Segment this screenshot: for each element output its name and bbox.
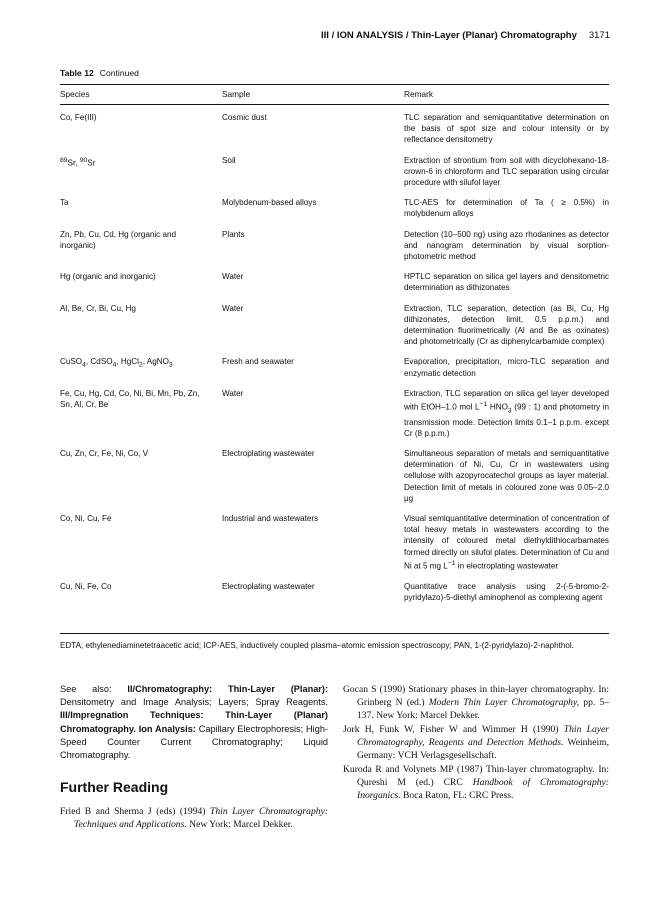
reference-title: Thin Layer Chromatography: Techniques and Applications. xyxy=(74,806,328,831)
cell-species: Hg (organic and inorganic) xyxy=(60,272,156,282)
cell-species: Fe, Cu, Hg, Cd, Co, Ni, Bi, Mn, Pb, Zn, Sn, Al, Cr, Be xyxy=(60,388,200,410)
reference-authors: Kuroda R and Volynets MP (1987) Thin-layer chromatography. In: Qureshi M (ed.) CRC xyxy=(343,764,609,788)
cell-species: Cu, Zn, Cr, Fe, Ni, Co, V xyxy=(60,449,149,459)
running-header xyxy=(321,30,610,41)
cell-remark: TLC separation and semiquantitative determination on the basis of spot size and colour intensity or by reflectance densitometry xyxy=(404,113,609,145)
table-row xyxy=(60,448,609,504)
column-header-remark: Remark xyxy=(404,89,434,99)
table-caption xyxy=(60,68,139,78)
reference-item xyxy=(343,723,609,762)
see-also-text-1: Densitometry and Image Analysis; Layers; Spray Reagents. xyxy=(60,697,328,708)
cell-sample: Electroplating wastewater xyxy=(222,581,315,591)
cell-species: CuSO$_4$, CdSO$_4$, HgCl$_2$, AgNO$_3$ xyxy=(60,357,173,370)
left-column xyxy=(60,683,328,832)
reference-publisher: pp. 5–137. New York: Marcel Dekker. xyxy=(357,697,610,721)
reference-publisher: Boca Raton, FL: CRC Press. xyxy=(403,790,514,801)
reference-list-right xyxy=(343,683,609,802)
see-also-block xyxy=(60,683,328,762)
reference-publisher: Weinheim, Germany: VCH Verlagsgesellschaft. xyxy=(357,737,609,761)
column-header-species: Species xyxy=(60,89,90,99)
reference-list-left xyxy=(60,805,328,831)
cell-sample: Plants xyxy=(222,229,245,239)
cell-species: Al, Be, Cr, Bi, Cu, Hg xyxy=(60,303,136,313)
table-row xyxy=(60,155,609,189)
table-row xyxy=(60,581,609,603)
cell-species: Cu, Ni, Fe, Co xyxy=(60,581,112,591)
cell-remark: Visual semiquantitative determination of concentration of total heavy metals in wastewaters according to the intensity of coloured metal diethyldithiocarbamates formed directly on silufol plates. Determination of Cu and Ni at 5 mg $L^{-1}$ in electroplating wastewater xyxy=(404,514,609,571)
see-also-lead: See also: xyxy=(60,684,112,694)
see-also-link-impregnation[interactable]: III/Impregnation Techniques: Thin-Layer (Planar) Chromatography. Ion Analysis: xyxy=(60,710,328,734)
column-header-sample: Sample xyxy=(222,89,251,99)
cell-species: Zn, Pb, Cu, Cd, Hg (organic and inorganic) xyxy=(60,229,177,250)
cell-remark: Evaporation, precipitation, micro-TLC separation and enzymatic detection xyxy=(404,357,609,378)
table-row xyxy=(60,388,609,439)
cell-remark: Simultaneous separation of metals and semiquantitative determination of Ni, Cu, Cr in wastewaters using cellulose with azopyrocatechol groups as layer material. Detection limit of metals in coloured zone was 0.05–2.0 μg xyxy=(404,449,609,503)
see-also-text-2: Capillary Electrophoresis; High-Speed Counter Current Chromatography; Liquid Chromatography. xyxy=(60,723,328,761)
cell-species: $^{89}$Sr, $^{90}$Sr xyxy=(60,156,96,168)
cell-species: Co, Fe(III) xyxy=(60,113,97,122)
cell-species: Ta xyxy=(60,198,69,208)
cell-remark: Quantitative trace analysis using 2-(-5-bromo-2-pyridylazo)-5-diethyl aminophenol as complexing agent xyxy=(404,581,609,602)
cell-species: Co, Ni, Cu, Fe xyxy=(60,514,112,524)
reference-item xyxy=(343,683,609,722)
table-continued: Continued xyxy=(99,68,139,78)
table-row xyxy=(60,229,609,263)
cell-sample: Industrial and wastewaters xyxy=(222,514,319,524)
cell-remark: HPTLC separation on silica gel layers and densitometric determination as dithizonates xyxy=(404,272,609,293)
table-row xyxy=(60,112,609,146)
reference-authors: Gocan S (1990) Stationary phases in thin-layer chromatography. In: Grinberg N (ed.) xyxy=(343,684,609,708)
table-footnote: EDTA, ethylenediaminetetraacetic acid; ICP-AES, inductively coupled plasma–atomic emission spectroscopy; PAN, 1-(2-pyridylazo)-2-naphthol. xyxy=(60,641,574,650)
further-reading-heading: Further Reading xyxy=(60,779,169,796)
cell-sample: Electroplating wastewater xyxy=(222,449,315,459)
cell-sample: Water xyxy=(222,272,244,282)
table-body xyxy=(60,112,609,612)
reference-item xyxy=(343,763,609,802)
reference-title: Thin Layer Chromatography, Reagents and Detection Methods. xyxy=(357,724,609,748)
cell-remark: Detection (10–500 ng) using azo rhodanines as detector and nanogram determination by visual sorption-photometric method xyxy=(404,229,609,262)
table-row xyxy=(60,513,609,572)
table-top-rule xyxy=(60,84,609,85)
table-bottom-rule xyxy=(60,633,609,634)
section-title: III / ION ANALYSIS / Thin-Layer (Planar) Chromatography xyxy=(321,30,577,41)
cell-sample: Water xyxy=(222,388,244,398)
table-column-headers xyxy=(60,89,609,102)
table-header-rule xyxy=(60,104,609,105)
table-label: Table 12 xyxy=(60,68,94,78)
cell-remark: Extraction, TLC separation, detection (as Bi, Cu, Hg dithizonates, detection limit, 0.5 p.p.m.) and determination fluorimetrically (Al and Be as oxinates) and photometrically (Cr as diphenylcarbamide complex) xyxy=(404,303,609,347)
cell-sample: Water xyxy=(222,303,244,313)
table-row xyxy=(60,303,609,348)
reference-item xyxy=(60,805,328,831)
cell-remark: TLC-AES for determination of Ta ( ≥ 0.5%) in molybdenum alloys xyxy=(404,198,609,219)
cell-sample: Molybdenum-based alloys xyxy=(222,198,317,208)
page-number: 3171 xyxy=(588,30,610,41)
reference-publisher: New York: Marcel Dekker. xyxy=(189,819,293,831)
reference-authors: Fried B and Sherma J (eds) (1994) xyxy=(60,806,206,818)
right-column xyxy=(343,683,609,803)
see-also-link-chromatography[interactable]: II/Chromatography: Thin-Layer (Planar): xyxy=(127,684,328,694)
cell-remark: Extraction, TLC separation on silica gel layer developed with EtOH–1.0 mol $L^{-1}$ $HNO_3$ (99 : 1) and photometry in transmission mode. Detection limits 0.1–1 p.p.m. except Cr (8 p.p.m.) xyxy=(404,388,610,438)
table-row xyxy=(60,356,609,378)
reference-title: Handbook of Chromatography: Inorganics. xyxy=(357,777,609,801)
cell-sample: Fresh and seawater xyxy=(222,357,294,367)
table-row xyxy=(60,197,609,219)
cell-sample: Soil xyxy=(222,155,236,165)
table-row xyxy=(60,271,609,293)
cell-sample: Cosmic dust xyxy=(222,113,267,122)
reference-authors: Jork H, Funk W, Fisher W and Wimmer H (1990) xyxy=(343,724,559,735)
cell-remark: Extraction of strontium from soil with dicyclohexano-18-crown-6 in chloroform and TLC separation using circular procedure with silufol layer xyxy=(404,155,609,188)
reference-title: Modern Thin Layer Chromatography, xyxy=(428,697,580,708)
